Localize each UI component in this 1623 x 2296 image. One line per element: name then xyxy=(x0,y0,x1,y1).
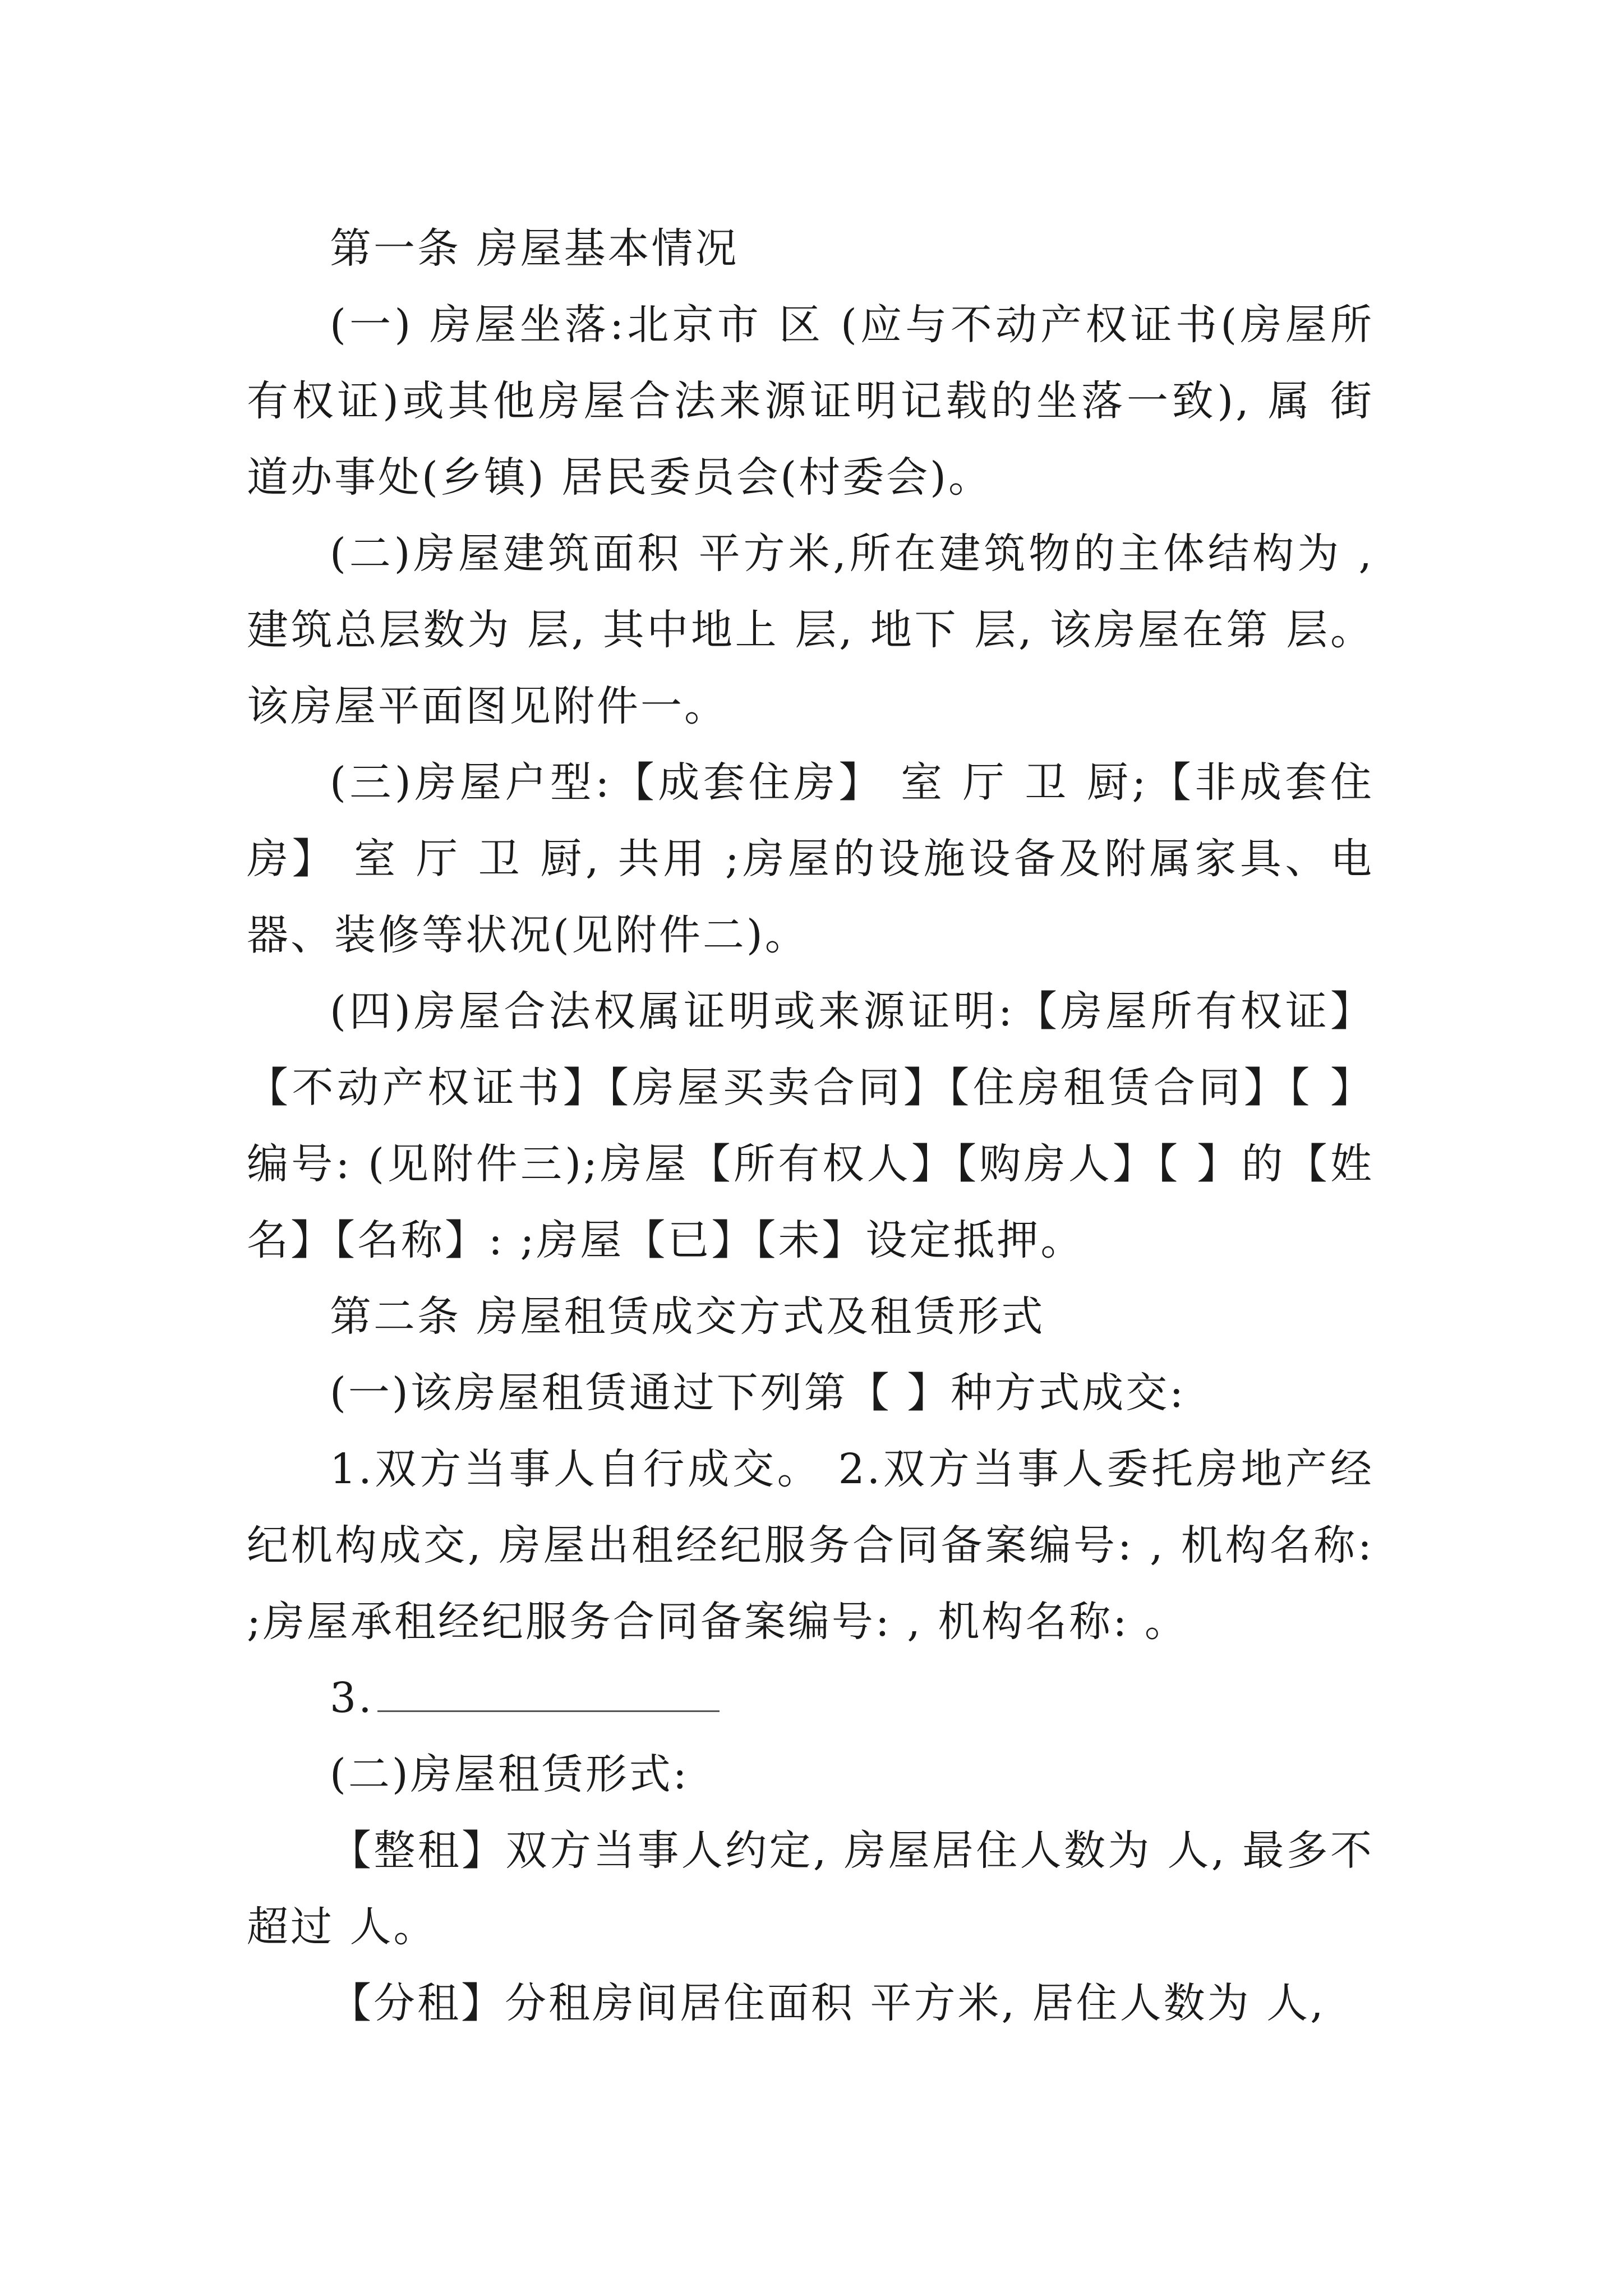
document-body xyxy=(247,210,1374,2041)
article-heading: 第二条 房屋租赁成交方式及租赁形式 xyxy=(330,1292,1045,1341)
paragraph-whole-rent: 【整租】双方当事人约定, 房屋居住人数为 人, 最多不超过 人。 xyxy=(247,1826,1374,1951)
fill-in-blank-line xyxy=(377,1669,720,1712)
paragraph-transaction-method: (一)该房屋租赁通过下列第【 】种方式成交: xyxy=(330,1369,1186,1417)
paragraph-location: (一) 房屋坐落:北京市 区 (应与不动产权证书(房屋所有权证)或其他房屋合法来源证明记载的坐落一致), 属 街道办事处(乡镇) 居民委员会(村委会)。 xyxy=(247,301,1374,501)
paragraph-layout: (三)房屋户型:【成套住房】 室 厅 卫 厨;【非成套住房】 室 厅 卫 厨, 共用 ;房屋的设施设备及附属家具、电器、装修等状况(见附件二)。 xyxy=(247,758,1374,959)
article-heading: 第一条 房屋基本情况 xyxy=(330,224,739,273)
paragraph-rental-form: (二)房屋租赁形式: xyxy=(330,1750,689,1798)
paragraph-transaction-options: 1.双方当事人自行成交。 2.双方当事人委托房地产经纪机构成交, 房屋出租经纪服务合同备案编号: , 机构名称: ;房屋承租经纪服务合同备案编号: , 机构名称: 。 xyxy=(247,1445,1374,1646)
option-3-label: 3. xyxy=(330,1674,374,1722)
paragraph-option-3 xyxy=(247,1660,1374,1736)
paragraph-sub-rent: 【分租】分租房间居住面积 平方米, 居住人数为 人, xyxy=(330,1979,1326,2027)
paragraph-ownership: (四)房屋合法权属证明或来源证明:【房屋所有权证】【不动产权证书】【房屋买卖合同】【住房租赁合同】【 】编号: (见附件三);房屋【所有权人】【购房人】【 】的【姓名】【名称】: ;房屋【已】【未】设定抵押。 xyxy=(247,987,1374,1264)
paragraph-area: (二)房屋建筑面积 平方米,所在建筑物的主体结构为 ,建筑总层数为 层, 其中地上 层, 地下 层, 该房屋在第 层。该房屋平面图见附件一。 xyxy=(247,530,1374,730)
